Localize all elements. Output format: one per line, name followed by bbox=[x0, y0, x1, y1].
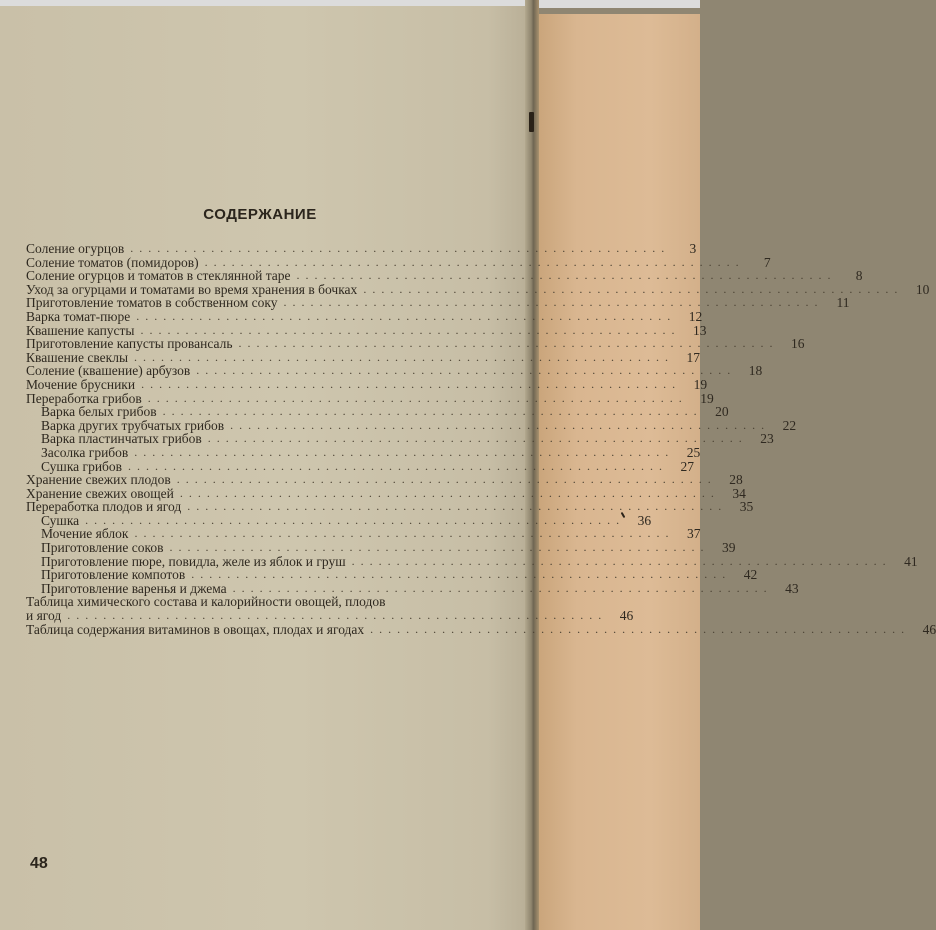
toc-entry bbox=[26, 472, 743, 488]
toc-entry-page: 34 bbox=[732, 485, 746, 501]
toc-leader-dots: ............................................................ bbox=[296, 268, 837, 283]
page-number: 48 bbox=[30, 855, 48, 872]
toc-entry-page: 37 bbox=[686, 526, 701, 542]
toc-entry bbox=[26, 308, 703, 324]
toc-entry bbox=[26, 431, 774, 447]
toc-entry-page: 18 bbox=[748, 363, 763, 379]
toc-entry-page: 16 bbox=[791, 336, 805, 352]
toc-entry-page: 43 bbox=[785, 580, 799, 596]
toc-entry-label: Таблица содержания витаминов в овощах, плодах и ягодах bbox=[26, 621, 365, 637]
toc-entry-label: Приготовление соков bbox=[41, 540, 164, 556]
toc-leader-dots: ............................................................ bbox=[140, 322, 681, 337]
toc-entry-label: Приготовление варенья и джема bbox=[41, 580, 227, 596]
toc-leader-dots: ............................................................ bbox=[191, 567, 732, 582]
toc-leader-dots: ............................................................ bbox=[130, 241, 671, 255]
toc-entry-label-line1: Таблица химического состава и калорийности овощей, плодов bbox=[26, 594, 386, 610]
toc-entry-page: 17 bbox=[686, 349, 701, 365]
toc-entry-label: Хранение свежих плодов bbox=[26, 472, 171, 488]
binding-mark bbox=[529, 112, 534, 132]
toc-entry-page: 46 bbox=[922, 621, 936, 637]
toc-entry bbox=[26, 485, 746, 501]
toc-entry-page: 39 bbox=[721, 540, 736, 556]
toc-leader-dots: ............................................................ bbox=[179, 485, 720, 500]
toc-entry-page: 28 bbox=[729, 472, 743, 488]
toc-leader-dots: ............................................................ bbox=[134, 444, 675, 459]
toc-entry-page: 7 bbox=[763, 254, 771, 270]
toc-leader-dots: ............................................................ bbox=[136, 308, 677, 323]
toc-entry bbox=[26, 336, 805, 352]
toc-entry-label: Переработка плодов и ягод bbox=[26, 499, 182, 515]
toc-leader-dots: ............................................................ bbox=[363, 281, 904, 296]
toc-leader-dots: ............................................................ bbox=[204, 254, 745, 269]
toc-leader-dots: ............................................................ bbox=[85, 512, 626, 527]
toc-entry-label: Сушка грибов bbox=[41, 458, 123, 474]
toc-entry bbox=[26, 363, 763, 379]
toc-entry-label: Сушка bbox=[41, 512, 80, 528]
toc-entry bbox=[26, 376, 708, 392]
toc-leader-dots: ............................................................ bbox=[141, 376, 682, 391]
toc-entry bbox=[26, 512, 652, 528]
toc-leader-dots: ............................................................ bbox=[370, 621, 911, 636]
toc-leader-dots: ............................................................ bbox=[230, 417, 771, 432]
toc-entry bbox=[26, 444, 701, 460]
toc-entry bbox=[26, 540, 736, 556]
toc-entry bbox=[26, 499, 754, 515]
toc-entry-multiline bbox=[26, 594, 634, 624]
toc-entry-page: 23 bbox=[760, 431, 774, 447]
toc-leader-dots: ............................................................ bbox=[238, 336, 779, 351]
toc-entry-label: Варка томат-пюре bbox=[26, 308, 131, 324]
toc-entry-page: 12 bbox=[688, 308, 703, 324]
toc-entry-page: 35 bbox=[739, 499, 754, 515]
toc-entry-label: Мочение яблок bbox=[41, 526, 129, 542]
toc-entry-label: Хранение свежих овощей bbox=[26, 485, 174, 501]
toc-entry bbox=[26, 526, 701, 542]
toc-leader-dots: ............................................................ bbox=[147, 390, 688, 405]
toc-entry bbox=[26, 404, 729, 420]
toc-entry-label: Соление огурцов bbox=[26, 241, 125, 256]
toc-leader-dots: ............................................................ bbox=[207, 431, 748, 446]
toc-leader-dots: ............................................................ bbox=[187, 499, 728, 514]
toc-entry-label: Квашение свеклы bbox=[26, 349, 129, 365]
toc-leader-dots: ............................................................ bbox=[128, 458, 669, 473]
toc-entry-label: Приготовление томатов в собственном соку bbox=[26, 295, 278, 311]
toc-entry-page: 10 bbox=[915, 281, 930, 297]
toc-entry-label: Уход за огурцами и томатами во время хранения в бочках bbox=[26, 281, 358, 297]
toc-entry bbox=[26, 322, 707, 338]
toc-entry-label: Соление огурцов и томатов в стеклянной таре bbox=[26, 268, 291, 284]
toc-entry-label: Квашение капусты bbox=[26, 322, 135, 338]
toc-entry-page: 8 bbox=[855, 268, 863, 284]
toc-leader-dots: ............................................................ bbox=[176, 472, 717, 487]
toc-entry-label: Соление (квашение) арбузов bbox=[26, 363, 191, 379]
toc-entry bbox=[26, 295, 850, 311]
toc-entry-label: Варка пластинчатых грибов bbox=[41, 431, 202, 447]
toc-entry bbox=[26, 621, 936, 637]
toc-leader-dots: ............................................................ bbox=[169, 540, 710, 555]
toc-leader-dots: ............................................................ bbox=[67, 608, 608, 623]
toc-entry bbox=[26, 553, 918, 569]
table-of-contents bbox=[26, 241, 936, 637]
toc-entry-page: 42 bbox=[743, 567, 758, 583]
toc-leader-dots: ............................................................ bbox=[232, 580, 773, 595]
toc-entry-page: 11 bbox=[836, 295, 850, 311]
toc-entry bbox=[26, 580, 799, 596]
toc-entry-page: 27 bbox=[680, 458, 695, 474]
toc-leader-dots: ............................................................ bbox=[196, 363, 737, 378]
toc-leader-dots: ............................................................ bbox=[162, 404, 703, 419]
toc-title: СОДЕРЖАНИЕ bbox=[203, 206, 317, 223]
toc-leader-dots: ............................................................ bbox=[283, 295, 824, 310]
toc-entry-page: 25 bbox=[686, 444, 701, 460]
toc-entry-label: Варка белых грибов bbox=[41, 404, 157, 420]
toc-leader-dots: ............................................................ bbox=[134, 349, 675, 364]
toc-entry-page: 19 bbox=[693, 376, 708, 392]
toc-entry bbox=[26, 241, 697, 256]
toc-entry bbox=[26, 268, 863, 284]
toc-entry bbox=[26, 349, 701, 365]
toc-entry bbox=[26, 254, 771, 270]
toc-entry-label-line2: и ягод bbox=[26, 608, 62, 624]
toc-entry-page: 22 bbox=[782, 417, 797, 433]
toc-entry-page: 13 bbox=[693, 322, 707, 338]
toc-entry bbox=[26, 458, 695, 474]
toc-leader-dots: ............................................................ bbox=[134, 526, 675, 541]
toc-entry bbox=[26, 281, 930, 297]
toc-entry-label: Варка других трубчатых грибов bbox=[41, 417, 225, 433]
toc-entry-page: 36 bbox=[637, 512, 652, 528]
toc-entry-page: 19 bbox=[700, 390, 714, 406]
toc-entry-page: 20 bbox=[715, 404, 729, 420]
toc-entry bbox=[26, 567, 758, 583]
toc-entry-label: Переработка грибов bbox=[26, 390, 142, 406]
toc-entry-page: 41 bbox=[904, 553, 918, 569]
toc-entry-label: Приготовление пюре, повидла, желе из яблок и груш bbox=[41, 553, 346, 569]
toc-entry-label: Засолка грибов bbox=[41, 444, 129, 460]
toc-entry-label: Соление томатов (помидоров) bbox=[26, 254, 199, 270]
toc-entry-label: Приготовление капусты провансаль bbox=[26, 336, 233, 352]
toc-leader-dots: ............................................................ bbox=[351, 553, 892, 568]
toc-entry-page: 46 bbox=[619, 608, 634, 624]
toc-entry-label: Мочение брусники bbox=[26, 376, 136, 392]
toc-entry bbox=[26, 390, 714, 406]
toc-entry-page: 3 bbox=[689, 241, 697, 256]
toc-entry-label: Приготовление компотов bbox=[41, 567, 186, 583]
toc-entry bbox=[26, 417, 797, 433]
